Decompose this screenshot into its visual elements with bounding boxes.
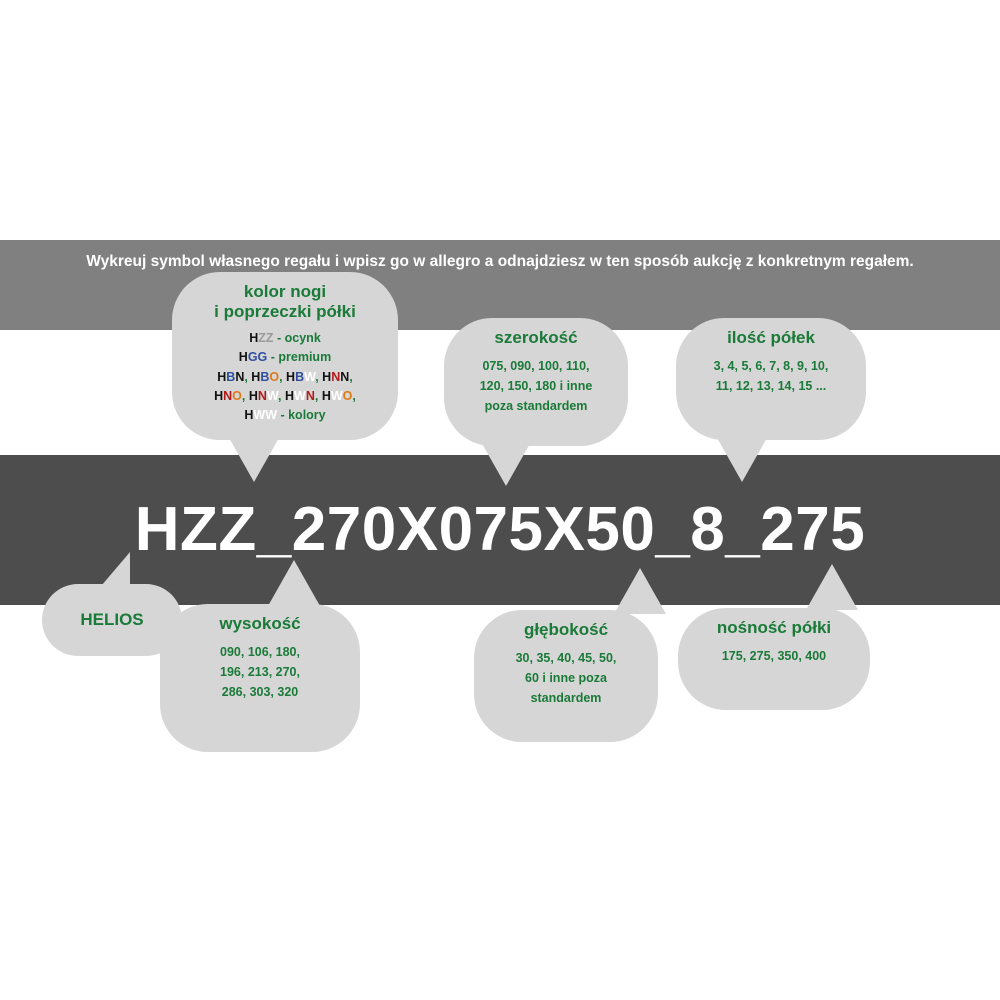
kolor-line-4: HNO, HNW, HWN, HWO, bbox=[214, 388, 356, 403]
ilosc-line-1: 3, 4, 5, 6, 7, 8, 9, 10, bbox=[713, 359, 829, 374]
bubble-tail-kolor bbox=[228, 436, 280, 482]
ilosc-line-2: 11, 12, 13, 14, 15 ... bbox=[715, 379, 827, 394]
bubble-kolor-title: kolor nogi i poprzeczki półki bbox=[214, 282, 356, 322]
bubble-tail-glebokosc bbox=[614, 568, 666, 614]
szerokosc-line-2: 120, 150, 180 i inne bbox=[479, 379, 593, 394]
bubble-ilosc-title: ilość półek bbox=[727, 328, 815, 347]
glebokosc-line-2: 60 i inne poza bbox=[525, 671, 607, 686]
kolor-line-1: HZZ - ocynk bbox=[249, 330, 321, 345]
bubble-wysokosc bbox=[160, 604, 360, 752]
bubble-tail-nosnosc bbox=[806, 564, 858, 610]
brand-label: HELIOS bbox=[80, 610, 144, 629]
bubble-kolor-body bbox=[184, 329, 386, 426]
kolor-line-5: HWW - kolory bbox=[244, 408, 326, 423]
bubble-szerokosc bbox=[444, 318, 628, 446]
header-caption: Wykreuj symbol własnego regału i wpisz go w allegro a odnajdziesz w ten sposób aukcję z konkretnym regałem. bbox=[86, 253, 914, 270]
bubble-tail-ilosc bbox=[716, 436, 768, 482]
bubble-szerokosc-body bbox=[456, 356, 616, 416]
bubble-tail-szerokosc bbox=[480, 440, 532, 486]
bubble-wysokosc-body bbox=[172, 642, 348, 702]
bubble-glebokosc bbox=[474, 610, 658, 742]
bubble-szerokosc-title: szerokość bbox=[494, 328, 578, 347]
wysokosc-line-2: 196, 213, 270, bbox=[220, 665, 300, 680]
bubble-tail-wysokosc bbox=[268, 560, 320, 606]
bubble-nosnosc-body bbox=[690, 646, 858, 666]
bubble-nosnosc-title: nośność półki bbox=[716, 618, 832, 637]
wysokosc-line-3: 286, 303, 320 bbox=[221, 685, 299, 700]
wysokosc-line-1: 090, 106, 180, bbox=[220, 645, 300, 660]
bubble-wysokosc-title: wysokość bbox=[219, 614, 301, 633]
nosnosc-line-1: 175, 275, 350, 400 bbox=[721, 649, 827, 664]
bubble-ilosc-polek bbox=[676, 318, 866, 440]
bubble-glebokosc-title: głębokość bbox=[523, 620, 609, 639]
product-code: HZZ_270X075X50_8_275 bbox=[134, 495, 866, 564]
kolor-line-3: HBN, HBO, HBW, HNN, bbox=[217, 369, 353, 384]
glebokosc-line-1: 30, 35, 40, 45, 50, bbox=[515, 651, 617, 666]
bubble-glebokosc-body bbox=[486, 648, 646, 708]
bubble-nosnosc-polki bbox=[678, 608, 870, 710]
bubble-kolor-nogi bbox=[172, 272, 398, 440]
szerokosc-line-3: poza standardem bbox=[484, 399, 588, 414]
glebokosc-line-3: standardem bbox=[530, 691, 602, 706]
kolor-line-2: HGG - premium bbox=[238, 350, 332, 365]
szerokosc-line-1: 075, 090, 100, 110, bbox=[482, 359, 590, 374]
bubble-ilosc-body bbox=[688, 356, 854, 396]
